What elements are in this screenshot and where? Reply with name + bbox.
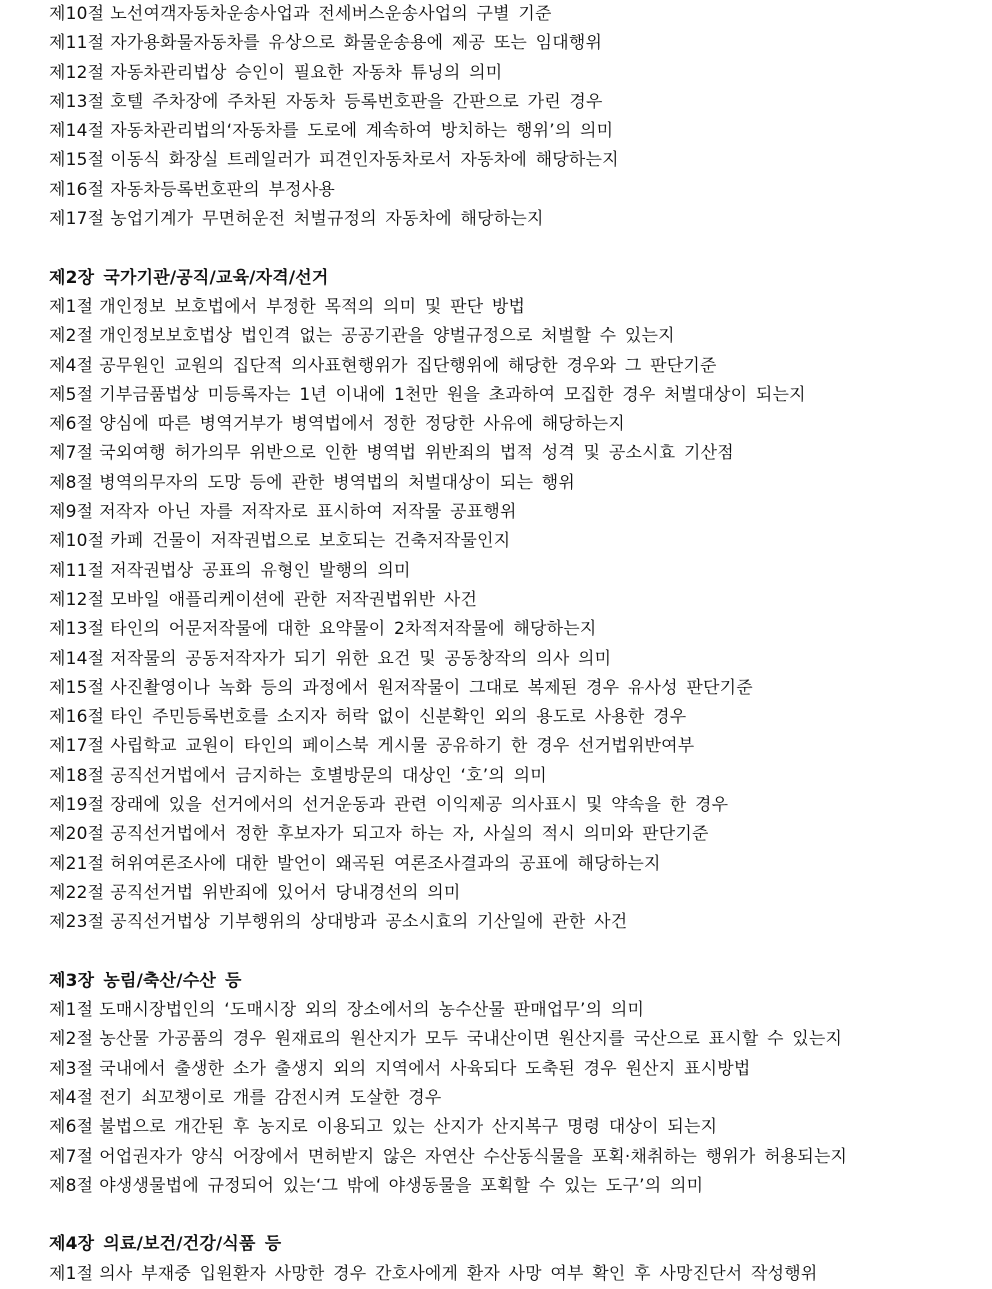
section-entry [49, 322, 979, 351]
chapter-heading: 제3장 농림/축산/수산 등 [49, 970, 242, 991]
section-title: 저작물의 공동저작자가 되기 위한 요건 및 공동창작의 의사 의미 [110, 648, 612, 669]
section-number: 제21절 [49, 853, 105, 874]
section-title: 저작권법상 공표의 유형인 발행의 의미 [110, 560, 411, 581]
section-number: 제2절 [49, 326, 94, 347]
section-title: 병역의무자의 도망 등에 관한 병역법의 처벌대상이 되는 행위 [99, 472, 576, 493]
section-number: 제17절 [49, 209, 105, 230]
chapter-heading: 제4장 의료/보건/건강/식품 등 [49, 1234, 282, 1255]
section-number: 제1절 [49, 296, 94, 317]
section-number: 제1절 [49, 1263, 94, 1284]
section-entry [49, 176, 979, 205]
section-number: 제20절 [49, 824, 105, 845]
section-number: 제8절 [49, 1175, 94, 1196]
section-title: 사진촬영이나 녹화 등의 과정에서 원저작물이 그대로 복제된 경우 유사성 판단기준 [110, 677, 753, 698]
section-title: 공직선거법에서 금지하는 호별방문의 대상인 ‘호’의 의미 [110, 765, 547, 786]
section-number: 제9절 [49, 502, 94, 523]
section-entry [49, 0, 979, 29]
section-entry [49, 1172, 979, 1201]
section-title: 불법으로 개간된 후 농지로 이용되고 있는 산지가 산지복구 명령 대상이 되는지 [99, 1117, 718, 1138]
section-entry [49, 908, 979, 937]
section-entry [49, 381, 979, 410]
section-entry [49, 293, 979, 322]
section-entry [49, 117, 979, 146]
section-number: 제7절 [49, 1146, 94, 1167]
section-number: 제11절 [49, 33, 105, 54]
section-entry [49, 791, 979, 820]
section-title: 카페 건물이 저작권법으로 보호되는 건축저작물인지 [110, 531, 511, 552]
section-title: 이동식 화장실 트레일러가 피견인자동차로서 자동차에 해당하는지 [110, 150, 619, 171]
section-entry [49, 527, 979, 556]
section-entry [49, 674, 979, 703]
section-title: 양심에 따른 병역거부가 병역법에서 정한 정당한 사유에 해당하는지 [99, 414, 625, 435]
section-title: 모바일 애플리케이션에 관한 저작권법위반 사건 [110, 589, 478, 610]
section-number: 제4절 [49, 355, 94, 376]
section-title: 자동차관리법의‘자동차를 도로에 계속하여 방치하는 행위’의 의미 [110, 121, 614, 142]
section-number: 제23절 [49, 912, 105, 933]
section-number: 제8절 [49, 472, 94, 493]
section-title: 공무원인 교원의 집단적 의사표현행위가 집단행위에 해당한 경우와 그 판단기준 [99, 355, 717, 376]
section-title: 허위여론조사에 대한 발언이 왜곡된 여론조사결과의 공표에 해당하는지 [110, 853, 661, 874]
section-number: 제4절 [49, 1087, 94, 1108]
section-title: 국내에서 출생한 소가 출생지 외의 지역에서 사육되다 도축된 경우 원산지 표시방법 [99, 1058, 751, 1079]
section-entry [49, 586, 979, 615]
section-entry [49, 557, 979, 586]
section-entry [49, 762, 979, 791]
section-title: 타인의 어문저작물에 대한 요약물이 2차적저작물에 해당하는지 [110, 619, 597, 640]
section-entry [49, 1084, 979, 1113]
section-entry [49, 645, 979, 674]
section-entry [49, 1113, 979, 1142]
section-entry [49, 1143, 979, 1172]
section-entry [49, 879, 979, 908]
section-title: 타인 주민등록번호를 소지자 허락 없이 신분확인 외의 용도로 사용한 경우 [110, 707, 687, 728]
section-entry [49, 146, 979, 175]
section-number: 제2절 [49, 1029, 94, 1050]
section-number: 제13절 [49, 619, 105, 640]
section-entry [49, 410, 979, 439]
section-title: 공직선거법상 기부행위의 상대방과 공소시효의 기산일에 관한 사건 [110, 912, 628, 933]
section-number: 제19절 [49, 795, 105, 816]
section-title: 농산물 가공품의 경우 원재료의 원산지가 모두 국내산이면 원산지를 국산으로 표시할 수 있는지 [99, 1029, 843, 1050]
section-number: 제16절 [49, 179, 105, 200]
section-number: 제22절 [49, 882, 105, 903]
section-number: 제11절 [49, 560, 105, 581]
section-number: 제1절 [49, 1000, 94, 1021]
chapter-heading: 제2장 국가기관/공직/교육/자격/선거 [49, 267, 329, 288]
section-title: 개인정보 보호법에서 부정한 목적의 의미 및 판단 방법 [99, 296, 526, 317]
section-title: 저작자 아닌 자를 저작자로 표시하여 저작물 공표행위 [99, 502, 517, 523]
section-entry [49, 820, 979, 849]
section-title: 공직선거법에서 정한 후보자가 되고자 하는 자, 사실의 적시 의미와 판단기준 [110, 824, 709, 845]
section-entry [49, 703, 979, 732]
section-gap [49, 938, 979, 967]
document-body [49, 0, 979, 1289]
section-entry [49, 29, 979, 58]
section-number: 제10절 [49, 4, 105, 24]
section-number: 제6절 [49, 1117, 94, 1138]
section-title: 의사 부재중 입원환자 사망한 경우 간호사에게 환자 사망 여부 확인 후 사망진단서 작성행위 [99, 1263, 818, 1284]
section-entry [49, 996, 979, 1025]
section-entry [49, 439, 979, 468]
section-entry [49, 469, 979, 498]
section-title: 농업기계가 무면허운전 처벌규정의 자동차에 해당하는지 [110, 209, 544, 230]
section-entry [49, 59, 979, 88]
section-entry [49, 732, 979, 761]
section-entry [49, 1055, 979, 1084]
section-title: 사립학교 교원이 타인의 페이스북 게시물 공유하기 한 경우 선거법위반여부 [110, 736, 695, 757]
section-title: 자동차관리법상 승인이 필요한 자동차 튜닝의 의미 [110, 62, 503, 83]
section-number: 제16절 [49, 707, 105, 728]
section-title: 자가용화물자동차를 유상으로 화물운송용에 제공 또는 임대행위 [110, 33, 603, 54]
section-gap [49, 1201, 979, 1230]
section-title: 개인정보보호법상 법인격 없는 공공기관을 양벌규정으로 처벌할 수 있는지 [99, 326, 675, 347]
section-entry [49, 1025, 979, 1054]
section-number: 제12절 [49, 589, 105, 610]
section-number: 제7절 [49, 443, 94, 464]
section-number: 제10절 [49, 531, 105, 552]
section-number: 제14절 [49, 648, 105, 669]
section-number: 제17절 [49, 736, 105, 757]
section-entry [49, 205, 979, 234]
section-entry [49, 615, 979, 644]
section-title: 도매시장법인의 ‘도매시장 외의 장소에서의 농수산물 판매업무’의 의미 [99, 1000, 645, 1021]
section-entry [49, 850, 979, 879]
section-entry [49, 88, 979, 117]
section-title: 어업권자가 양식 어장에서 면허받지 않은 자연산 수산동식물을 포획·채취하는 행위가 허용되는지 [99, 1146, 848, 1167]
section-number: 제14절 [49, 121, 105, 142]
section-title: 전기 쇠꼬챙이로 개를 감전시켜 도살한 경우 [99, 1087, 442, 1108]
section-title: 자동차등록번호판의 부정사용 [110, 179, 335, 200]
section-entry [49, 1260, 979, 1289]
section-title: 국외여행 허가의무 위반으로 인한 병역법 위반죄의 법적 성격 및 공소시효 기산점 [99, 443, 734, 464]
section-title: 기부금품법상 미등록자는 1년 이내에 1천만 원을 초과하여 모집한 경우 처벌대상이 되는지 [99, 384, 806, 405]
section-number: 제3절 [49, 1058, 94, 1079]
section-title: 공직선거법 위반죄에 있어서 당내경선의 의미 [110, 882, 461, 903]
section-entry [49, 498, 979, 527]
section-title: 장래에 있을 선거에서의 선거운동과 관련 이익제공 의사표시 및 약속을 한 경우 [110, 795, 729, 816]
section-number: 제15절 [49, 677, 105, 698]
section-number: 제6절 [49, 414, 94, 435]
section-title: 야생생물법에 규정되어 있는‘그 밖에 야생동물을 포획할 수 있는 도구’의 의미 [99, 1175, 704, 1196]
section-number: 제5절 [49, 384, 94, 405]
section-title: 호텔 주차장에 주차된 자동차 등록번호판을 간판으로 가린 경우 [110, 91, 603, 112]
section-number: 제15절 [49, 150, 105, 171]
section-gap [49, 234, 979, 263]
section-title: 노선여객자동차운송사업과 전세버스운송사업의 구별 기준 [110, 4, 552, 24]
section-number: 제12절 [49, 62, 105, 83]
section-number: 제13절 [49, 91, 105, 112]
section-entry [49, 352, 979, 381]
section-number: 제18절 [49, 765, 105, 786]
